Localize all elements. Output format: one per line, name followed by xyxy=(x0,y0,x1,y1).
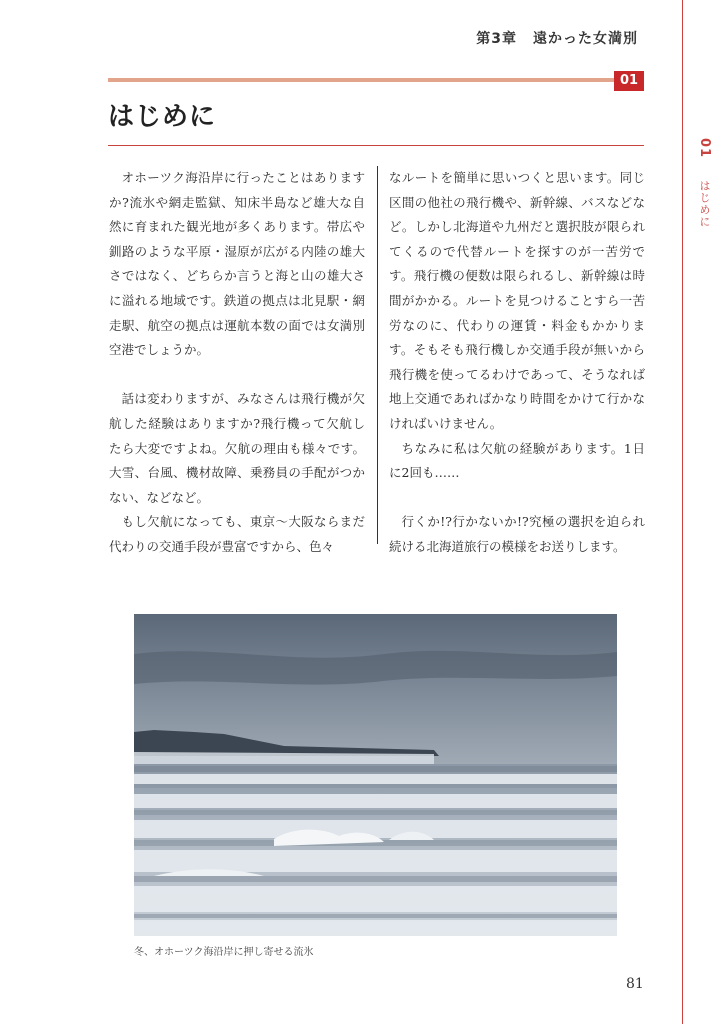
paragraph-spacer xyxy=(389,486,645,511)
section-number-badge: 01 xyxy=(614,71,644,91)
title-accent-bar xyxy=(108,78,614,82)
sidebar-section-number: 01 xyxy=(697,138,712,159)
column-divider xyxy=(377,166,378,544)
side-rule xyxy=(682,0,683,1024)
drift-ice-photo xyxy=(134,614,617,936)
chapter-header xyxy=(476,28,638,48)
drift-ice-illustration xyxy=(134,614,617,936)
paragraph: オホーツク海沿岸に行ったことはありますか?流氷や網走監獄、知床半島など雄大な自然に育まれた観光地が多くあります。帯広や釧路のような平原・湿原が広がる内陸の雄大さではなく、どちらか言うと海と山の雄大さに溢れる地域です。鉄道の拠点は北見駅・網走駅、航空の拠点は運航本数の面では女満別空港でしょうか。 xyxy=(109,170,365,358)
paragraph: なルートを簡単に思いつくと思います。同じ区間の他社の飛行機や、新幹線、バスなどなど。しかし北海道や九州だと選択肢が限られてくるので代替ルートを探すのが一苦労です。飛行機の便数は限られるし、新幹線は時間がかかる。ルートを見つけることすら一苦労なのに、代わりの運賃・料金もかかります。そもそも飛行機しか交通手段が無いから飛行機を使ってるわけであって、そうなれば地上交通であればかなり時間をかけて行かなければいけません。 xyxy=(389,170,645,431)
paragraph: ちなみに私は欠航の経験があります。1日に2回も…… xyxy=(389,440,645,481)
paragraph: 行くか!?行かないか!?究極の選択を迫られ続ける北海道旅行の模様をお送りします。 xyxy=(389,514,645,554)
section-title: はじめに xyxy=(108,102,217,132)
paragraph: もし欠航になっても、東京〜大阪ならまだ代わりの交通手段が豊富ですから、色々 xyxy=(109,514,365,554)
body-column-left xyxy=(109,166,365,560)
body-column-right xyxy=(389,166,645,560)
chapter-title: 遠かった女満別 xyxy=(533,31,638,47)
page-number: 81 xyxy=(626,976,644,992)
title-underline xyxy=(108,145,644,146)
photo-caption: 冬、オホーツク海沿岸に押し寄せる流氷 xyxy=(134,947,314,958)
sidebar-section-title: はじめに xyxy=(698,180,711,228)
paragraph: 話は変わりますが、みなさんは飛行機が欠航した経験はありますか?飛行機って欠航したら大変ですよね。欠航の理由も様々です。大雪、台風、機材故障、乗務員の手配がつかない、などなど。 xyxy=(109,391,365,505)
paragraph-spacer xyxy=(109,363,365,388)
chapter-label: 第3章 xyxy=(476,31,517,47)
